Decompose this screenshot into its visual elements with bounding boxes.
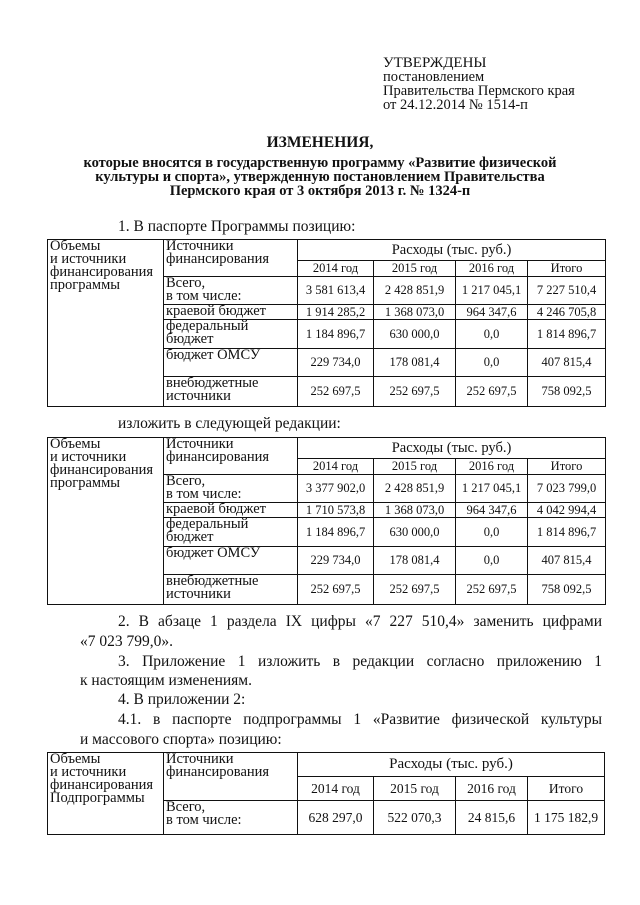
year-header: 2014 год	[298, 261, 374, 277]
value-cell: 3 377 902,0	[298, 475, 374, 503]
financing-table-new	[47, 437, 606, 605]
source-text: внебюджетные	[166, 573, 259, 589]
source-cell	[164, 277, 298, 305]
value-cell: 252 697,5	[456, 377, 528, 407]
sources-header	[164, 240, 298, 277]
subprogram-financing-table	[47, 752, 605, 835]
source-text: в том числе:	[166, 288, 242, 304]
label-line: финансирования	[50, 777, 154, 793]
value-cell: 1 217 045,1	[456, 277, 528, 305]
source-text: федеральный	[166, 318, 249, 334]
paragraph-5: 4. В приложении 2:	[118, 691, 246, 708]
expenses-header: Расходы (тыс. руб.)	[298, 753, 605, 777]
value-cell: 1 217 045,1	[456, 475, 528, 503]
label-line: и источники	[50, 251, 127, 267]
source-text: бюджет	[166, 529, 214, 545]
value-cell: 252 697,5	[374, 377, 456, 407]
document-subtitle	[80, 156, 560, 198]
paragraph-2: изложить в следующей редакции:	[118, 415, 341, 432]
sources-header-line: Источники	[166, 436, 234, 452]
value-cell: 630 000,0	[374, 518, 456, 547]
value-cell: 7 023 799,0	[528, 475, 606, 503]
sources-header	[164, 438, 298, 475]
value-cell: 4 246 705,8	[528, 305, 606, 320]
sources-header	[164, 753, 298, 801]
value-cell: 964 347,6	[456, 305, 528, 320]
value-cell: 1 914 285,2	[298, 305, 374, 320]
label-line: Подпрограммы	[50, 790, 145, 806]
value-cell: 178 081,4	[374, 547, 456, 575]
value-cell: 24 815,6	[456, 801, 528, 835]
value-cell: 1 184 896,7	[298, 518, 374, 547]
expenses-header: Расходы (тыс. руб.)	[298, 240, 606, 261]
document-title: ИЗМЕНЕНИЯ,	[266, 134, 374, 151]
value-cell: 0,0	[456, 547, 528, 575]
subtitle-line-1: которые вносятся в государственную программу «Развитие физической	[83, 155, 557, 171]
value-cell: 758 092,5	[528, 575, 606, 605]
table-label-cell	[48, 438, 164, 605]
sources-header-line: финансирования	[166, 251, 270, 267]
value-cell: 7 227 510,4	[528, 277, 606, 305]
approval-title: УТВЕРЖДЕНЫ	[383, 55, 487, 71]
year-header: 2016 год	[456, 459, 528, 475]
source-cell: бюджет ОМСУ	[164, 547, 298, 575]
year-header: 2014 год	[298, 777, 374, 801]
approval-stamp	[383, 56, 575, 112]
value-cell: 252 697,5	[298, 575, 374, 605]
label-line: программы	[50, 277, 120, 293]
source-cell	[164, 575, 298, 605]
value-cell: 2 428 851,9	[374, 277, 456, 305]
sources-header-line: Источники	[166, 751, 234, 767]
source-cell: бюджет ОМСУ	[164, 349, 298, 377]
approval-line-1: постановлением	[383, 69, 485, 85]
value-cell: 964 347,6	[456, 503, 528, 518]
label-line: финансирования	[50, 462, 154, 478]
source-text: в том числе:	[166, 486, 242, 502]
value-cell: 522 070,3	[374, 801, 456, 835]
value-cell: 1 368 073,0	[374, 503, 456, 518]
value-cell: 630 000,0	[374, 320, 456, 349]
value-cell: 178 081,4	[374, 349, 456, 377]
label-line: и источники	[50, 449, 127, 465]
year-header: 2015 год	[374, 459, 456, 475]
value-cell: 4 042 994,4	[528, 503, 606, 518]
source-text: бюджет	[166, 331, 214, 347]
source-cell: краевой бюджет	[164, 305, 298, 320]
value-cell: 229 734,0	[298, 547, 374, 575]
paragraph-4-line-2: к настоящим изменениям.	[80, 672, 252, 689]
expenses-header: Расходы (тыс. руб.)	[298, 438, 606, 459]
paragraph-6-line-2: и массового спорта» позицию:	[80, 731, 282, 748]
source-text: федеральный	[166, 516, 249, 532]
total-header: Итого	[528, 777, 605, 801]
paragraph-1: 1. В паспорте Программы позицию:	[118, 218, 356, 235]
label-line: и источники	[50, 764, 127, 780]
label-line: Объемы	[50, 751, 101, 767]
value-cell: 628 297,0	[298, 801, 374, 835]
source-text: Всего,	[166, 275, 206, 291]
value-cell: 407 815,4	[528, 547, 606, 575]
total-header: Итого	[528, 459, 606, 475]
source-cell	[164, 377, 298, 407]
sources-header-line: Источники	[166, 238, 234, 254]
paragraph-4-line-1: 3. Приложение 1 изложить в редакции согласно приложению 1	[118, 653, 602, 670]
value-cell: 1 368 073,0	[374, 305, 456, 320]
source-cell	[164, 801, 298, 835]
paragraph-6-line-1: 4.1. в паспорте подпрограммы 1 «Развитие физической культуры	[118, 711, 602, 728]
financing-table-old	[47, 239, 606, 407]
source-text: источники	[166, 586, 231, 602]
source-cell	[164, 475, 298, 503]
label-line: финансирования	[50, 264, 154, 280]
total-header: Итого	[528, 261, 606, 277]
value-cell: 758 092,5	[528, 377, 606, 407]
approval-line-3: от 24.12.2014 № 1514-п	[383, 97, 528, 113]
label-line: Объемы	[50, 436, 101, 452]
value-cell: 1 814 896,7	[528, 518, 606, 547]
value-cell: 0,0	[456, 320, 528, 349]
source-cell	[164, 320, 298, 349]
value-cell: 252 697,5	[298, 377, 374, 407]
value-cell: 1 184 896,7	[298, 320, 374, 349]
source-text: источники	[166, 388, 231, 404]
year-header: 2016 год	[456, 777, 528, 801]
value-cell: 1 175 182,9	[528, 801, 605, 835]
value-cell: 0,0	[456, 349, 528, 377]
source-text: Всего,	[166, 799, 206, 815]
label-line: Объемы	[50, 238, 101, 254]
value-cell: 252 697,5	[456, 575, 528, 605]
subtitle-line-2: культуры и спорта», утвержденную постановлением Правительства	[95, 169, 545, 185]
year-header: 2015 год	[374, 777, 456, 801]
paragraph-3-line-2: «7 023 799,0».	[80, 633, 173, 650]
year-header: 2014 год	[298, 459, 374, 475]
year-header: 2016 год	[456, 261, 528, 277]
subtitle-line-3: Пермского края от 3 октября 2013 г. № 1324-п	[169, 183, 471, 199]
source-text: в том числе:	[166, 812, 242, 828]
source-text: внебюджетные	[166, 375, 259, 391]
value-cell: 2 428 851,9	[374, 475, 456, 503]
value-cell: 229 734,0	[298, 349, 374, 377]
year-header: 2015 год	[374, 261, 456, 277]
value-cell: 3 581 613,4	[298, 277, 374, 305]
sources-header-line: финансирования	[166, 764, 270, 780]
approval-line-2: Правительства Пермского края	[383, 83, 575, 99]
sources-header-line: финансирования	[166, 449, 270, 465]
value-cell: 407 815,4	[528, 349, 606, 377]
source-cell	[164, 518, 298, 547]
source-text: Всего,	[166, 473, 206, 489]
value-cell: 0,0	[456, 518, 528, 547]
table-label-cell	[48, 753, 164, 835]
label-line: программы	[50, 475, 120, 491]
value-cell: 1 710 573,8	[298, 503, 374, 518]
table-label-cell	[48, 240, 164, 407]
value-cell: 252 697,5	[374, 575, 456, 605]
value-cell: 1 814 896,7	[528, 320, 606, 349]
source-cell: краевой бюджет	[164, 503, 298, 518]
paragraph-3-line-1: 2. В абзаце 1 раздела IX цифры «7 227 510,4» заменить цифрами	[118, 613, 602, 630]
